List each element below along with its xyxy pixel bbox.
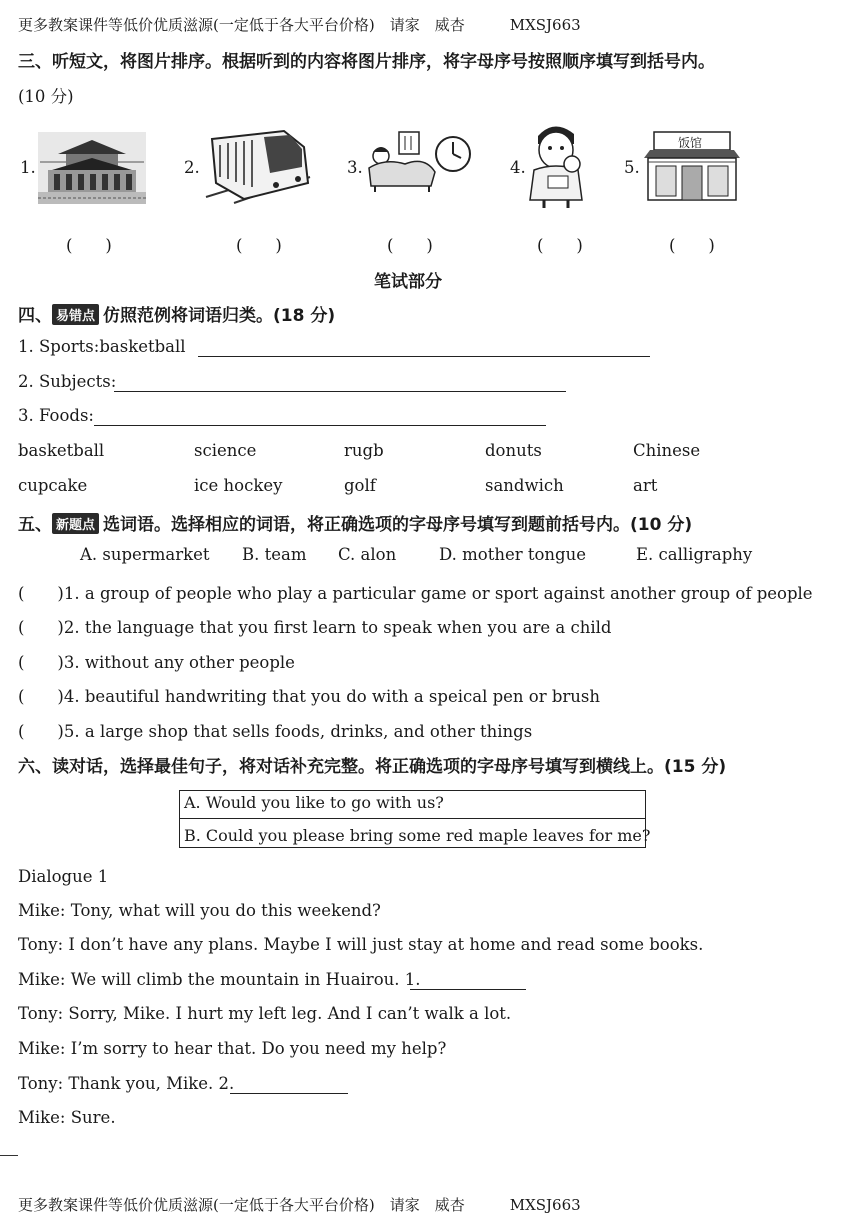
word-art: art	[633, 476, 658, 495]
option-d: D. mother tongue	[439, 545, 587, 564]
word-rugb: rugb	[344, 441, 384, 460]
word-sandwich: sandwich	[485, 476, 564, 495]
dialogue-line-6: Tony: Thank you, Mike. 2.	[18, 1074, 235, 1093]
option-b: B. team	[242, 545, 307, 564]
picture-1-answer[interactable]: ( )	[66, 236, 112, 255]
picture-2-answer[interactable]: ( )	[236, 236, 282, 255]
boy-eating-icon	[524, 118, 590, 210]
section-6-title: 六、读对话，选择最佳句子，将对话补充完整。将正确选项的字母序号填写到横线上。(15 分)	[18, 757, 727, 777]
foods-answer-line[interactable]	[94, 425, 546, 426]
section-5-text: 选词语。选择相应的词语，将正确选项的字母序号填写到题前括号内。(10 分)	[103, 515, 693, 535]
palace-icon	[38, 132, 146, 204]
picture-4-answer[interactable]: ( )	[537, 236, 583, 255]
dialogue-line-7: Mike: Sure.	[18, 1108, 116, 1127]
dialogue-line-5: Mike: I’m sorry to hear that. Do you need my help?	[18, 1039, 447, 1058]
boy-in-bed-clock-icon	[365, 128, 473, 194]
section-4-title	[18, 301, 335, 326]
subway-train-icon	[204, 127, 312, 205]
word-donuts: donuts	[485, 441, 542, 460]
option-a: A. supermarket	[80, 545, 210, 564]
picture-5-number: 5.	[624, 158, 640, 177]
word-science: science	[194, 441, 257, 460]
picture-2-number: 2.	[184, 158, 200, 177]
picture-5-answer[interactable]: ( )	[669, 236, 715, 255]
error-prone-badge: 易错点	[52, 304, 99, 325]
subjects-line: 2. Subjects:	[18, 372, 117, 391]
word-chinese: Chinese	[633, 441, 701, 460]
dialogue-title: Dialogue 1	[18, 867, 109, 886]
option-e: E. calligraphy	[636, 545, 753, 564]
section-4-text: 仿照范例将词语归类。(18 分)	[103, 306, 336, 326]
picture-1-number: 1.	[20, 158, 36, 177]
question-5-1[interactable]: ( )1. a group of people who play a particular game or sport against another group of people	[18, 584, 813, 603]
word-ice-hockey: ice hockey	[194, 476, 283, 495]
dialogue-option-a: A. Would you like to go with us?	[184, 793, 444, 812]
section-5-title	[18, 510, 692, 535]
section-3-score: (10 分)	[18, 87, 74, 106]
word-cupcake: cupcake	[18, 476, 88, 495]
picture-3-number: 3.	[347, 158, 363, 177]
page-header: 更多教案课件等低价优质滋源(一定低于各大平台价格) 请家 威杏 MXSJ663	[18, 16, 581, 34]
question-5-2[interactable]: ( )2. the language that you first learn to speak when you are a child	[18, 618, 612, 637]
sports-line: 1. Sports:basketball	[18, 337, 186, 356]
restaurant-sign-text: 饭馆	[678, 136, 703, 150]
word-golf: golf	[344, 476, 376, 495]
option-c: C. alon	[338, 545, 397, 564]
margin-mark	[0, 1155, 18, 1156]
section-5-prefix: 五、	[18, 515, 52, 535]
new-question-badge: 新题点	[52, 513, 99, 534]
question-5-5[interactable]: ( )5. a large shop that sells foods, drinks, and other things	[18, 722, 533, 741]
blank-2-line[interactable]	[230, 1093, 348, 1094]
written-part-title: 笔试部分	[374, 272, 442, 292]
blank-1-line[interactable]	[410, 989, 526, 990]
foods-line: 3. Foods:	[18, 406, 94, 425]
picture-4-number: 4.	[510, 158, 526, 177]
dialogue-line-1: Mike: Tony, what will you do this weekend?	[18, 901, 381, 920]
picture-3-answer[interactable]: ( )	[387, 236, 433, 255]
dialogue-line-4: Tony: Sorry, Mike. I hurt my left leg. And I can’t walk a lot.	[18, 1004, 512, 1023]
sports-answer-line[interactable]	[198, 356, 650, 357]
section-4-prefix: 四、	[18, 306, 52, 326]
question-5-4[interactable]: ( )4. beautiful handwriting that you do with a speical pen or brush	[18, 687, 601, 706]
page-footer: 更多教案课件等低价优质滋源(一定低于各大平台价格) 请家 威杏 MXSJ663	[18, 1196, 581, 1214]
dialogue-options-box	[179, 790, 651, 848]
dialogue-option-b: B. Could you please bring some red maple leaves for me?	[184, 826, 651, 845]
section-3-title: 三、听短文，将图片排序。根据听到的内容将图片排序，将字母序号按照顺序填写到括号内。	[18, 52, 715, 72]
dialogue-line-2: Tony: I don’t have any plans. Maybe I will just stay at home and read some books.	[18, 935, 704, 954]
word-basketball: basketball	[18, 441, 105, 460]
subjects-answer-line[interactable]	[114, 391, 566, 392]
question-5-3[interactable]: ( )3. without any other people	[18, 653, 295, 672]
dialogue-line-3: Mike: We will climb the mountain in Huairou. 1.	[18, 970, 421, 989]
